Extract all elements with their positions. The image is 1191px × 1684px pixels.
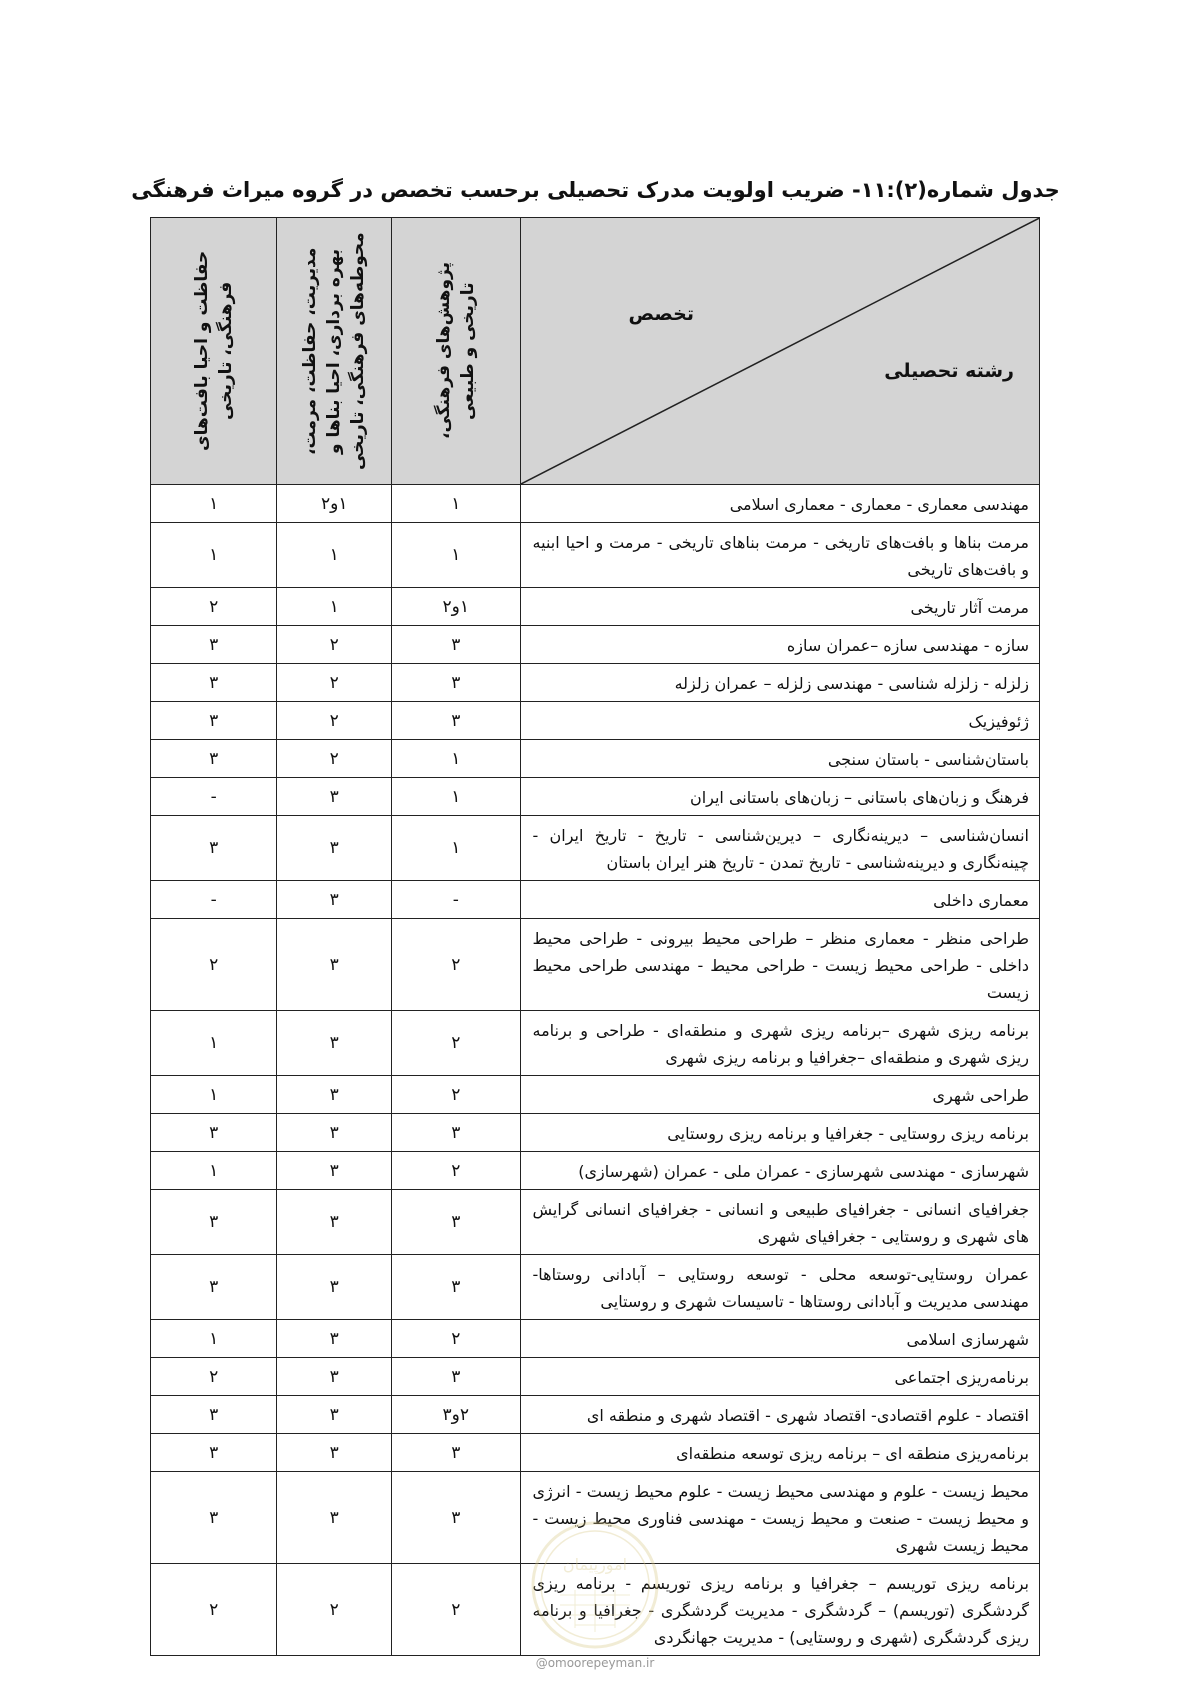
page-title: جدول شماره(۲):۱۱- ضریب اولویت مدرک تحصیلی برحسب تخصص در گروه میراث فرهنگی — [131, 178, 1060, 202]
table-row — [151, 702, 1040, 740]
management-value-cell: ۲ — [277, 1564, 392, 1656]
table-row — [151, 881, 1040, 919]
table-row — [151, 1396, 1040, 1434]
field-cell: عمران روستایی-توسعه محلی - توسعه روستایی – آبادانی روستاها- مهندسی مدیریت و آبادانی روستاها - تاسیسات شهری و روستایی — [520, 1255, 1039, 1320]
management-value-cell: ۱و۲ — [277, 485, 392, 523]
preservation-value-cell: ۱ — [151, 1076, 277, 1114]
field-cell: برنامه ریزی توریسم – جغرافیا و برنامه ریزی توریسم - برنامه ریزی گردشگری (توریسم) – گردشگری - مدیریت گردشگری - جغرافیا و برنامه ریزی گردشگری (شهری و روستایی) - مدیریت جهانگردی — [520, 1564, 1039, 1656]
management-value-cell: ۳ — [277, 778, 392, 816]
field-cell: مهندسی معماری - معماری - معماری اسلامی — [520, 485, 1039, 523]
field-cell: برنامه ریزی شهری –برنامه ریزی شهری و منطقه‌ای - طراحی و برنامه ریزی شهری و منطقه‌ای –جغرافیا و برنامه ریزی شهری — [520, 1011, 1039, 1076]
management-value-cell: ۲ — [277, 626, 392, 664]
table-row — [151, 778, 1040, 816]
table-row — [151, 1076, 1040, 1114]
field-cell: انسان‌شناسی – دیرینه‌نگاری – دیرین‌شناسی - تاریخ - تاریخ ایران - چینه‌نگاری و دیرینه‌شناسی - تاریخ تمدن - تاریخ هنر ایران باستان — [520, 816, 1039, 881]
research-value-cell: ۳ — [392, 1472, 521, 1564]
preservation-value-cell: ۳ — [151, 664, 277, 702]
table-row — [151, 1434, 1040, 1472]
field-cell: باستان‌شناسی - باستان سنجی — [520, 740, 1039, 778]
management-value-cell: ۳ — [277, 1152, 392, 1190]
watermark-logo — [530, 1520, 660, 1650]
research-value-cell: ۳ — [392, 1434, 521, 1472]
field-cell: مرمت آثار تاریخی — [520, 588, 1039, 626]
research-value-cell: ۳ — [392, 626, 521, 664]
preservation-value-cell: ۳ — [151, 1472, 277, 1564]
preservation-value-cell: ۳ — [151, 816, 277, 881]
research-value-cell: ۱ — [392, 740, 521, 778]
preservation-value-cell: ۳ — [151, 1114, 277, 1152]
diagonal-line — [521, 218, 1039, 484]
table-row — [151, 1152, 1040, 1190]
field-cell: زلزله - زلزله شناسی - مهندسی زلزله – عمران زلزله — [520, 664, 1039, 702]
table-row — [151, 1011, 1040, 1076]
header-row — [151, 218, 1040, 485]
table-row — [151, 919, 1040, 1011]
field-cell: برنامه ریزی روستایی - جغرافیا و برنامه ریزی روستایی — [520, 1114, 1039, 1152]
preservation-value-cell: ۳ — [151, 1255, 277, 1320]
field-cell: معماری داخلی — [520, 881, 1039, 919]
research-value-cell: ۲ — [392, 1152, 521, 1190]
management-value-cell: ۲ — [277, 664, 392, 702]
field-cell: برنامه‌ریزی اجتماعی — [520, 1358, 1039, 1396]
watermark-logo-text: امورپیمان — [562, 1555, 628, 1574]
col-header-preservation-label: حفاظت و احیا بافت‌های فرهنگی، تاریخی — [191, 250, 236, 452]
preservation-value-cell: ۳ — [151, 626, 277, 664]
management-value-cell: ۳ — [277, 1396, 392, 1434]
preservation-value-cell: ۱ — [151, 1152, 277, 1190]
preservation-value-cell: ۲ — [151, 919, 277, 1011]
field-cell: شهرسازی اسلامی — [520, 1320, 1039, 1358]
preservation-value-cell: ۳ — [151, 1396, 277, 1434]
management-value-cell: ۳ — [277, 816, 392, 881]
research-value-cell: ۱ — [392, 816, 521, 881]
research-value-cell: ۳ — [392, 1358, 521, 1396]
management-value-cell: ۱ — [277, 588, 392, 626]
management-value-cell: ۳ — [277, 1190, 392, 1255]
management-value-cell: ۳ — [277, 881, 392, 919]
research-value-cell: ۲و۳ — [392, 1396, 521, 1434]
field-cell: محیط زیست - علوم و مهندسی محیط زیست - علوم محیط زیست - انرژی و محیط زیست - صنعت و محیط زیست - مهندسی فناوری محیط زیست - محیط زیست شهری — [520, 1472, 1039, 1564]
col-header-management — [277, 218, 392, 485]
research-value-cell: - — [392, 881, 521, 919]
management-value-cell: ۱ — [277, 523, 392, 588]
table-row — [151, 816, 1040, 881]
field-cell: طراحی شهری — [520, 1076, 1039, 1114]
preservation-value-cell: ۱ — [151, 1320, 277, 1358]
research-value-cell: ۲ — [392, 919, 521, 1011]
preservation-value-cell: ۱ — [151, 523, 277, 588]
preservation-value-cell: ۲ — [151, 588, 277, 626]
research-value-cell: ۱ — [392, 485, 521, 523]
management-value-cell: ۳ — [277, 1011, 392, 1076]
research-value-cell: ۳ — [392, 1114, 521, 1152]
table-row — [151, 485, 1040, 523]
management-value-cell: ۳ — [277, 1472, 392, 1564]
table-row — [151, 1320, 1040, 1358]
col-header-preservation — [151, 218, 277, 485]
management-value-cell: ۳ — [277, 1076, 392, 1114]
preservation-value-cell: - — [151, 778, 277, 816]
specialty-label: تخصص — [628, 303, 694, 325]
management-value-cell: ۳ — [277, 1114, 392, 1152]
research-value-cell: ۳ — [392, 664, 521, 702]
priority-table — [150, 217, 1040, 1656]
table-row — [151, 1190, 1040, 1255]
management-value-cell: ۳ — [277, 1320, 392, 1358]
field-cell: برنامه‌ریزی منطقه ای – برنامه ریزی توسعه منطقه‌ای — [520, 1434, 1039, 1472]
diagonal-header-cell — [520, 218, 1039, 485]
preservation-value-cell: ۳ — [151, 702, 277, 740]
management-value-cell: ۳ — [277, 1255, 392, 1320]
field-cell: ژئوفیزیک — [520, 702, 1039, 740]
management-value-cell: ۳ — [277, 1358, 392, 1396]
research-value-cell: ۱و۲ — [392, 588, 521, 626]
research-value-cell: ۲ — [392, 1564, 521, 1656]
table-row — [151, 588, 1040, 626]
watermark-label: @omoorepeyman.ir — [535, 1656, 655, 1670]
research-value-cell: ۲ — [392, 1320, 521, 1358]
col-header-research — [392, 218, 521, 485]
preservation-value-cell: ۳ — [151, 1434, 277, 1472]
preservation-value-cell: ۲ — [151, 1564, 277, 1656]
field-of-study-label: رشته تحصیلی — [884, 360, 1014, 382]
preservation-value-cell: ۱ — [151, 485, 277, 523]
table-row — [151, 740, 1040, 778]
research-value-cell: ۱ — [392, 523, 521, 588]
table-row — [151, 1255, 1040, 1320]
preservation-value-cell: ۳ — [151, 740, 277, 778]
preservation-value-cell: - — [151, 881, 277, 919]
management-value-cell: ۳ — [277, 919, 392, 1011]
field-cell: شهرسازی - مهندسی شهرسازی - عمران ملی - عمران (شهرسازی) — [520, 1152, 1039, 1190]
preservation-value-cell: ۱ — [151, 1011, 277, 1076]
field-cell: سازه - مهندسی سازه –عمران سازه — [520, 626, 1039, 664]
field-cell: طراحی منظر - معماری منظر – طراحی محیط بیرونی - طراحی محیط داخلی - طراحی محیط زیست - طراحی محیط - مهندسی طراحی محیط زیست — [520, 919, 1039, 1011]
table-row — [151, 626, 1040, 664]
research-value-cell: ۳ — [392, 1190, 521, 1255]
management-value-cell: ۲ — [277, 702, 392, 740]
research-value-cell: ۲ — [392, 1076, 521, 1114]
research-value-cell: ۳ — [392, 1255, 521, 1320]
col-header-management-label: مدیریت، حفاظت، مرمت، بهره برداری، احیا بناها و محوطه‌های فرهنگی، تاریخی — [300, 232, 369, 470]
table-row — [151, 1358, 1040, 1396]
preservation-value-cell: ۳ — [151, 1190, 277, 1255]
management-value-cell: ۳ — [277, 1434, 392, 1472]
preservation-value-cell: ۲ — [151, 1358, 277, 1396]
table-row — [151, 523, 1040, 588]
col-header-research-label: پژوهش‌های فرهنگی، تاریخی و طبیعی — [433, 262, 478, 440]
field-cell: فرهنگ و زبان‌های باستانی – زبان‌های باستانی ایران — [520, 778, 1039, 816]
management-value-cell: ۲ — [277, 740, 392, 778]
field-cell: مرمت بناها و بافت‌های تاریخی - مرمت بناهای تاریخی - مرمت و احیا ابنیه و بافت‌های تاریخی — [520, 523, 1039, 588]
research-value-cell: ۲ — [392, 1011, 521, 1076]
research-value-cell: ۳ — [392, 702, 521, 740]
field-cell: جغرافیای انسانی - جغرافیای طبیعی و انسانی - جغرافیای انسانی گرایش های شهری و روستایی - جغرافیای شهری — [520, 1190, 1039, 1255]
research-value-cell: ۱ — [392, 778, 521, 816]
table-row — [151, 664, 1040, 702]
field-cell: اقتصاد - علوم اقتصادی- اقتصاد شهری - اقتصاد شهری و منطقه ای — [520, 1396, 1039, 1434]
table-row — [151, 1114, 1040, 1152]
